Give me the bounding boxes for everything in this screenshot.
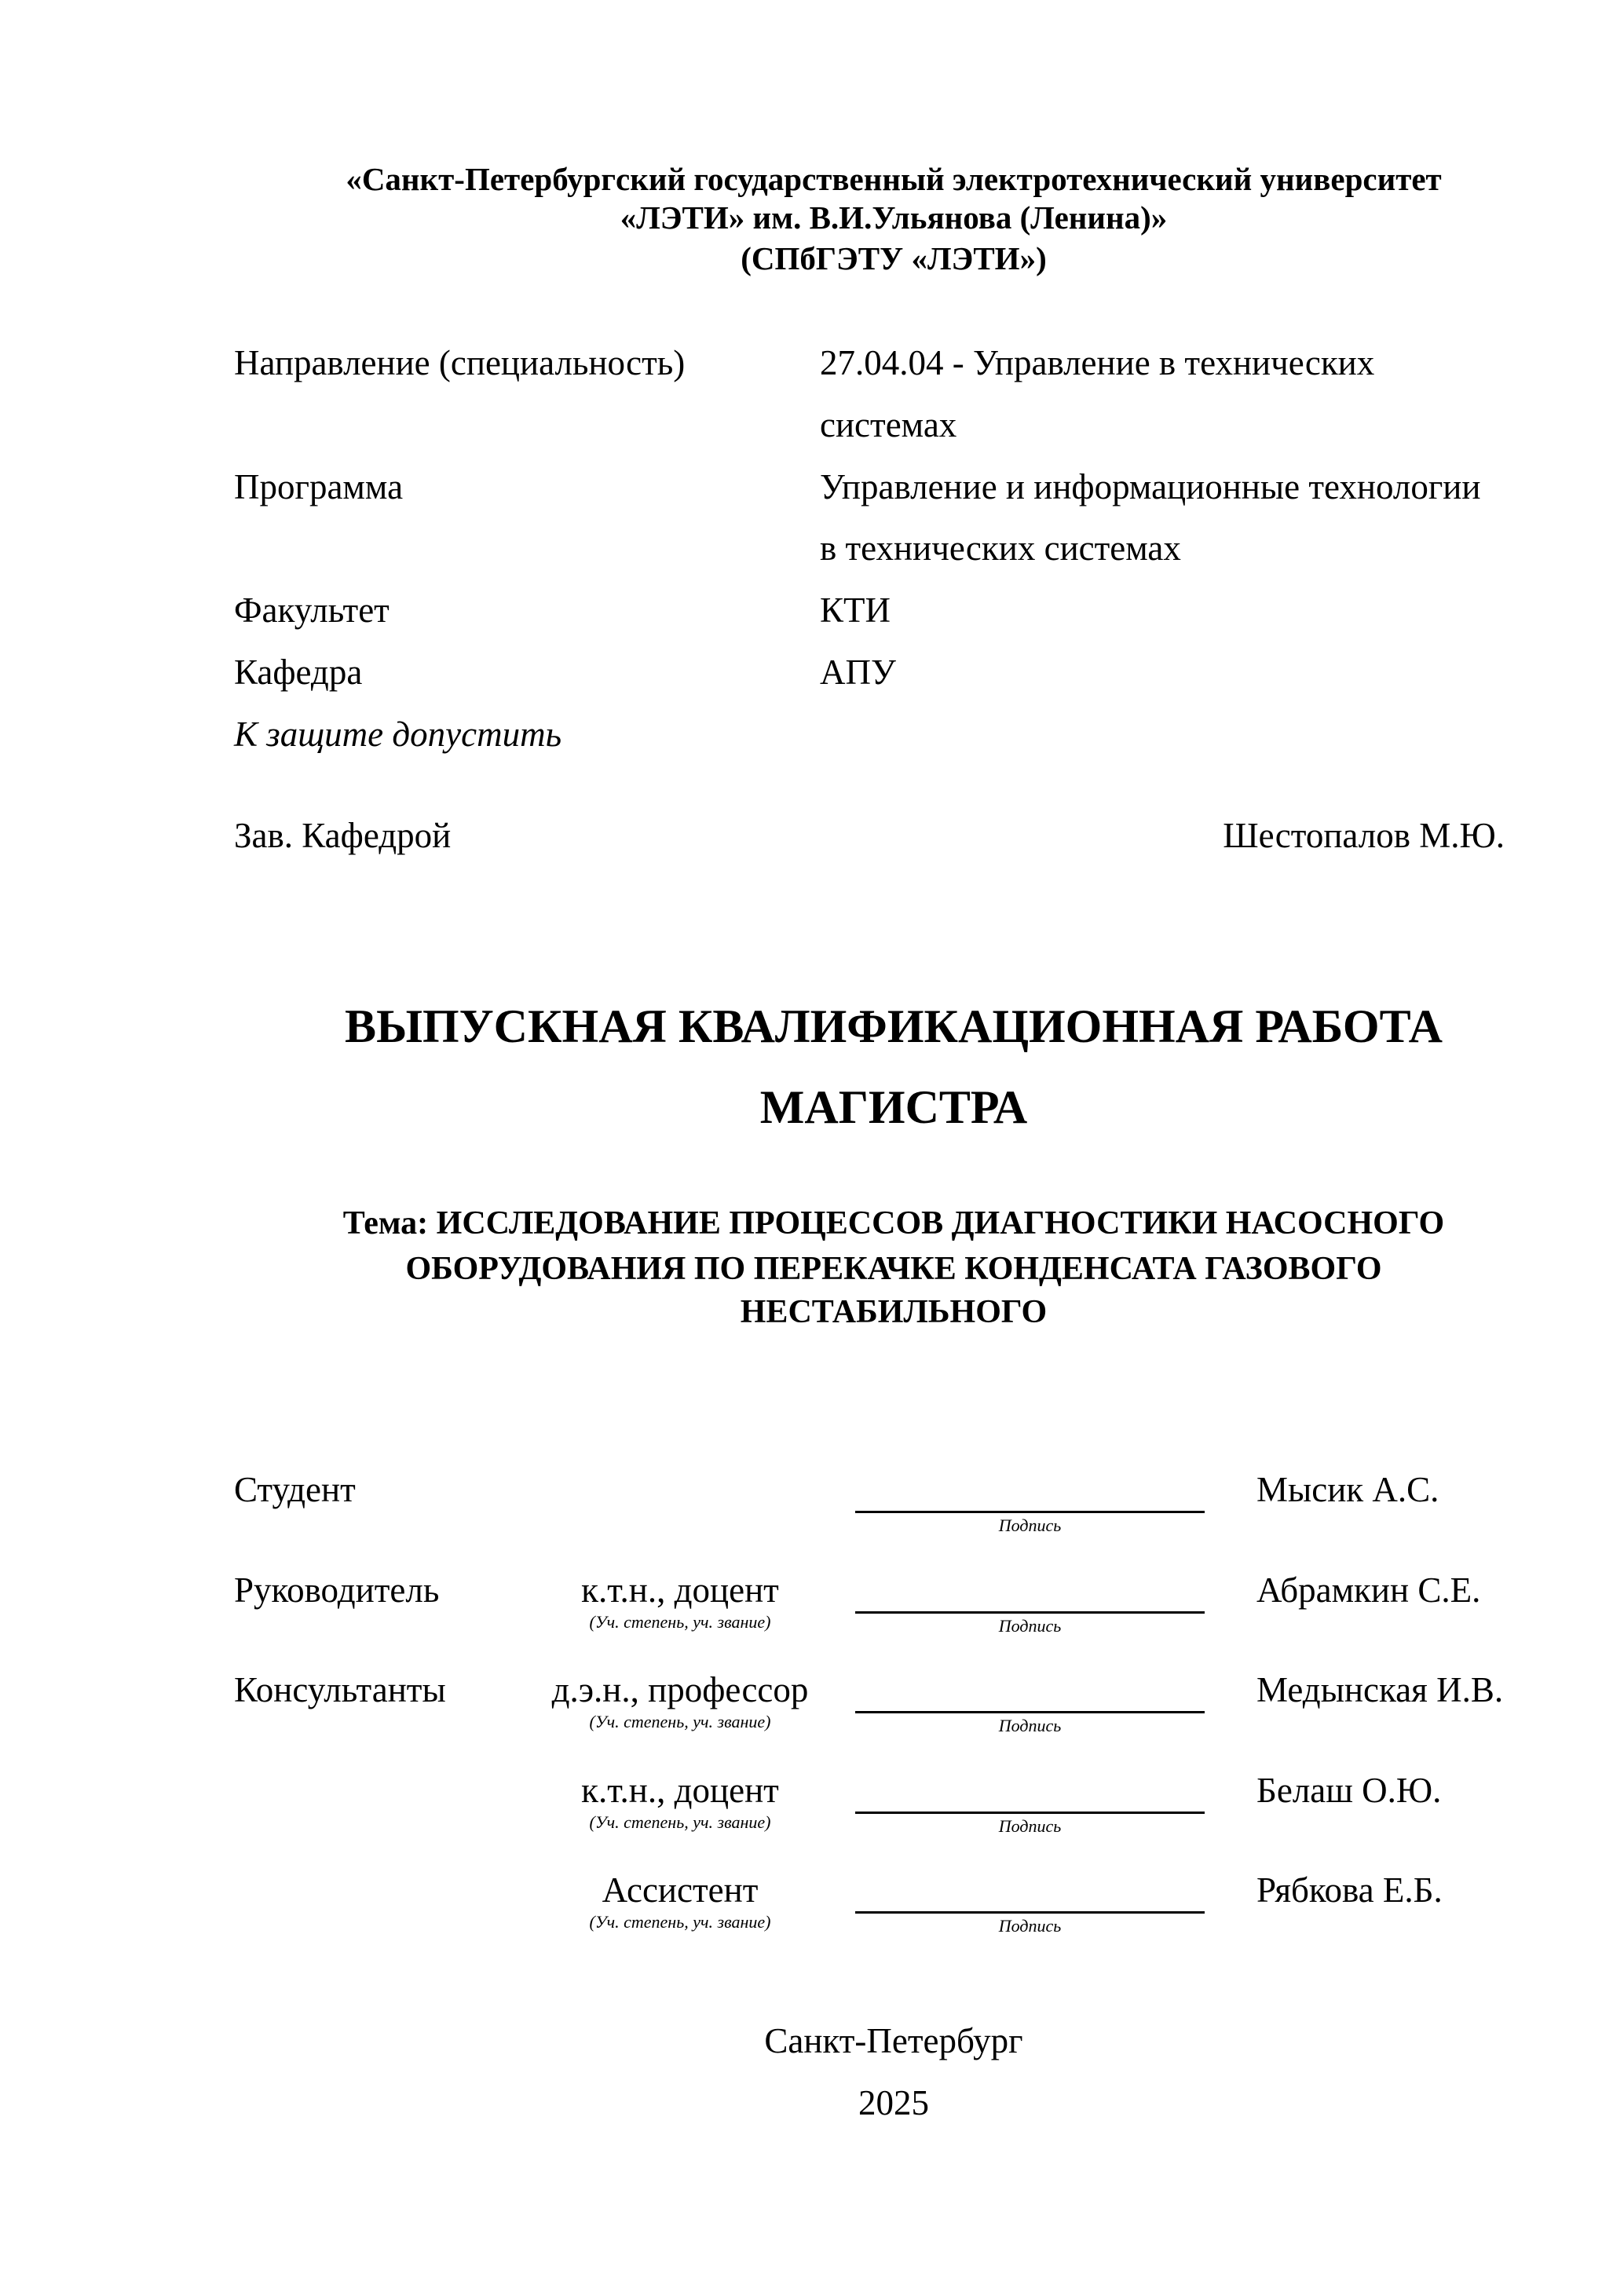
degree-caption: (Уч. степень, уч. звание) [589,1712,771,1731]
signature-caption: Подпись [998,1816,1062,1836]
academic-degree: к.т.н., доцент [581,1570,779,1610]
degree-caption: (Уч. степень, уч. звание) [589,1612,771,1632]
academic-degree: к.т.н., доцент [581,1771,779,1810]
person-name: Абрамкин С.Е. [1256,1570,1481,1610]
signature-caption: Подпись [998,1916,1062,1936]
direction-label: Направление (специальность) [234,343,686,382]
person-name: Рябкова Е.Б. [1256,1870,1443,1910]
year: 2025 [858,2083,929,2122]
faculty-value: КТИ [820,590,891,630]
signature-line [855,1911,1205,1914]
role: Консультанты [234,1670,446,1709]
role: Студент [234,1470,356,1509]
academic-degree: д.э.н., профессор [551,1670,809,1709]
signature-caption: Подпись [998,1716,1062,1735]
topic-line1: Тема: ИССЛЕДОВАНИЕ ПРОЦЕССОВ ДИАГНОСТИКИ НАСОСНОГО [342,1205,1445,1241]
person-name: Медынская И.В. [1256,1670,1504,1709]
topic-line2: ОБОРУДОВАНИЯ ПО ПЕРЕКАЧКЕ КОНДЕНСАТА ГАЗОВОГО [405,1251,1382,1287]
signature-caption: Подпись [998,1616,1062,1636]
signature-line [855,1812,1205,1814]
role: Руководитель [234,1570,440,1610]
program-value: Управление и информационные технологии [820,467,1481,506]
topic-line3: НЕСТАБИЛЬНОГО [740,1294,1048,1330]
head-of-department-label: Зав. Кафедрой [234,816,452,855]
direction-value: 27.04.04 - Управление в технических [820,343,1375,382]
head-of-department-name: Шестопалов М.Ю. [1223,816,1505,855]
document-title: ВЫПУСКНАЯ КВАЛИФИКАЦИОННАЯ РАБОТА [345,1000,1443,1052]
degree-caption: (Уч. степень, уч. звание) [589,1812,771,1832]
signature-line [855,1511,1205,1513]
person-name: Мысик А.С. [1256,1470,1439,1509]
university-name-line1: «Санкт-Петербургский государственный электротехнический университет [346,161,1442,197]
university-abbreviation: (СПбГЭТУ «ЛЭТИ») [741,240,1047,276]
city: Санкт-Петербург [764,2021,1023,2060]
faculty-label: Факультет [234,590,390,630]
program-label: Программа [234,467,404,506]
signature-line [855,1711,1205,1713]
department-value: АПУ [820,653,896,692]
signature-line [855,1611,1205,1614]
admit-to-defense: К защите допустить [234,715,562,754]
program-value-cont: в технических системах [820,528,1181,568]
department-label: Кафедра [234,653,363,692]
university-name-line2: «ЛЭТИ» им. В.И.Ульянова (Ленина)» [620,199,1168,236]
document-title-cont: МАГИСТРА [759,1081,1028,1133]
person-name: Белаш О.Ю. [1256,1771,1442,1810]
signature-caption: Подпись [998,1515,1062,1535]
degree-caption: (Уч. степень, уч. звание) [589,1912,771,1932]
direction-value-cont: системах [820,405,957,444]
academic-degree: Ассистент [602,1870,759,1910]
